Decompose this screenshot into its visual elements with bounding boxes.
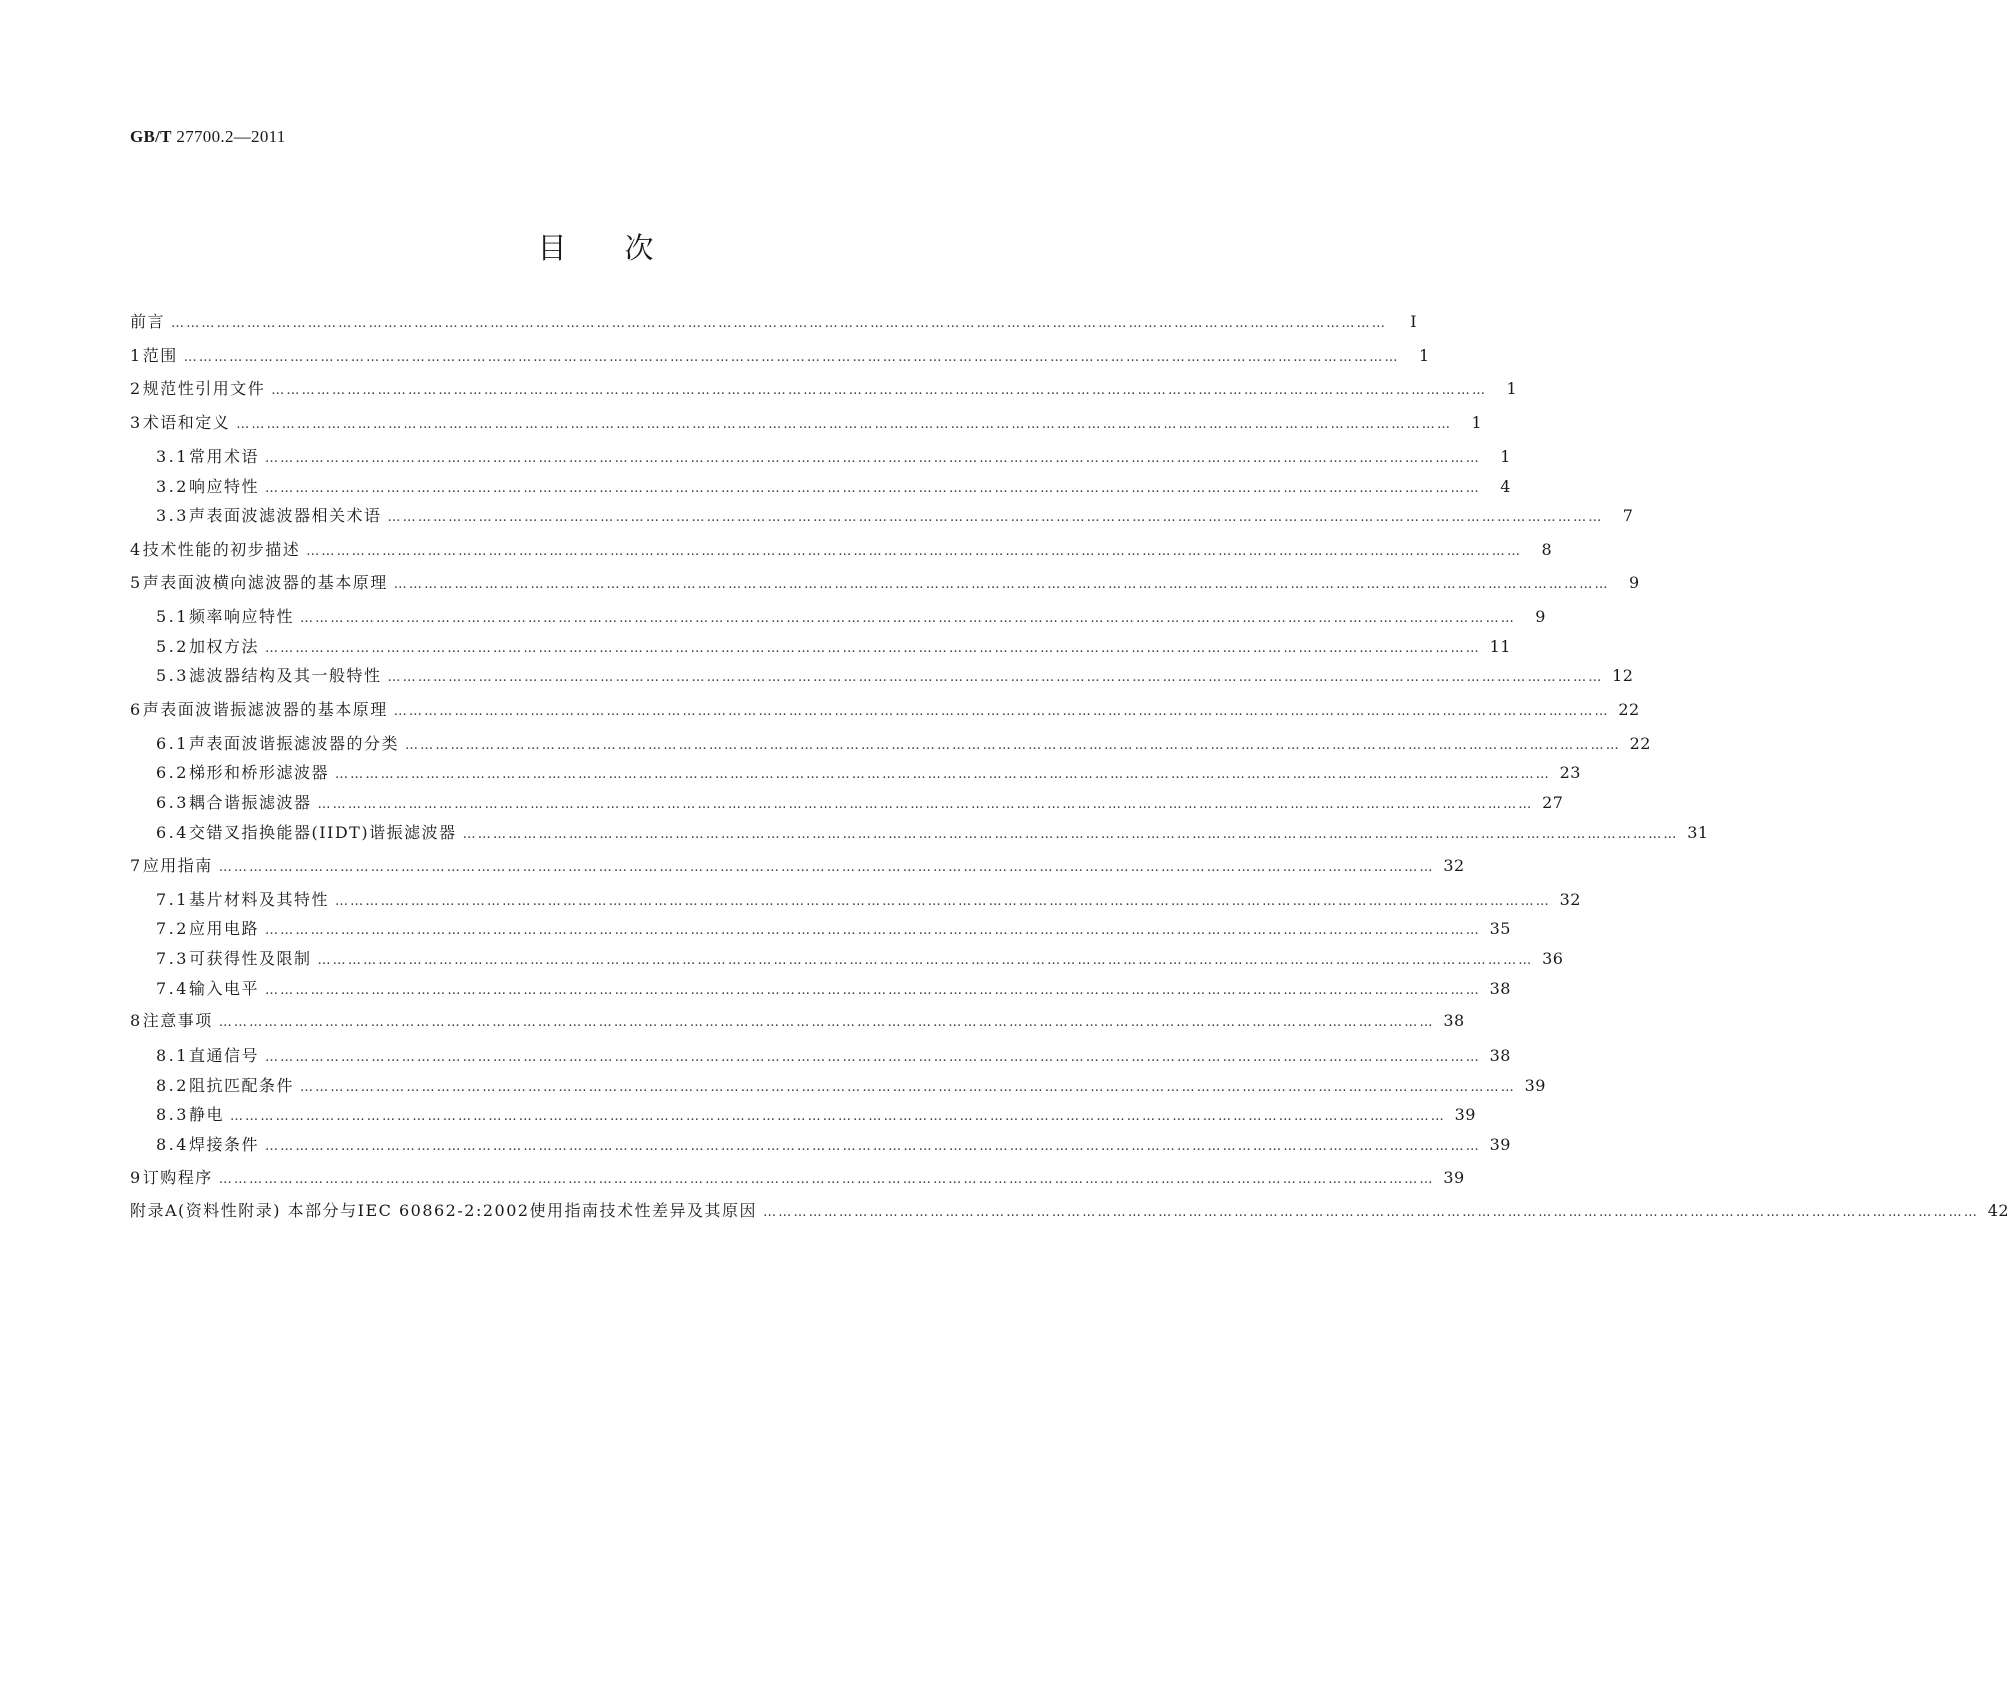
toc-entry-title: 耦合谐振滤波器 xyxy=(188,793,312,812)
toc-entry-number: 3.1 xyxy=(156,447,189,466)
toc-entry-number: 8.2 xyxy=(156,1076,189,1095)
toc-entry-number: 5.3 xyxy=(156,666,189,685)
toc-entry[interactable] xyxy=(130,343,1430,367)
toc-entry-number: 3.2 xyxy=(156,477,189,496)
toc-dot-leader: …………………………………………………………………………………………………………………………………………………………………………………………………………………… xyxy=(404,738,1621,753)
toc-entry-number: 8 xyxy=(130,1011,143,1030)
toc-entry[interactable] xyxy=(130,853,1465,877)
toc-dot-leader: …………………………………………………………………………………………………………………………………………………………………………………………………………………… xyxy=(317,797,1534,812)
toc-entry-title: 技术性能的初步描述 xyxy=(142,540,301,559)
toc-entry-title: 阻抗匹配条件 xyxy=(188,1076,294,1095)
toc-entry-page: 27 xyxy=(1542,793,1564,812)
toc-entry-page: 36 xyxy=(1542,949,1564,968)
toc-entry-title: 交错叉指换能器(IIDT)谐振滤波器 xyxy=(188,823,457,842)
toc-dot-leader: …………………………………………………………………………………………………………………………………………………………………………………………………………………… xyxy=(271,383,1488,398)
toc-entry-page: 9 xyxy=(1629,573,1640,592)
toc-entry-page: 22 xyxy=(1618,700,1640,719)
toc-dot-leader: …………………………………………………………………………………………………………………………………………………………………………………………………………………… xyxy=(387,510,1604,525)
toc-entry[interactable] xyxy=(130,820,1709,844)
toc-entry[interactable] xyxy=(130,376,1518,400)
toc-entry-title: 应用电路 xyxy=(188,919,259,938)
toc-entry-title: 声表面波横向滤波器的基本原理 xyxy=(142,573,388,592)
toc-dot-leader: …………………………………………………………………………………………………………………………………………………………………………………………………………………… xyxy=(264,481,1481,496)
toc-entry-number: 8.3 xyxy=(156,1105,189,1124)
toc-entry-title: 直通信号 xyxy=(188,1046,259,1065)
toc-dot-leader: …………………………………………………………………………………………………………………………………………………………………………………………………………………… xyxy=(264,983,1481,998)
toc-entry-number: 7 xyxy=(130,856,143,875)
toc-dot-leader: …………………………………………………………………………………………………………………………………………………………………………………………………………………… xyxy=(299,611,1516,626)
toc-entry[interactable] xyxy=(130,946,1564,970)
toc-entry[interactable] xyxy=(130,537,1553,561)
toc-entry-number: 5 xyxy=(130,573,143,592)
toc-entry-number: 7.4 xyxy=(156,979,189,998)
toc-entry-title: 静电 xyxy=(188,1105,224,1124)
toc-entry[interactable] xyxy=(130,1132,1511,1156)
toc-entry-page: 39 xyxy=(1489,1135,1511,1154)
toc-entry-page: 38 xyxy=(1443,1011,1465,1030)
toc-entry-number: 3 xyxy=(130,413,143,432)
toc-entry-number: 1 xyxy=(130,346,143,365)
toc-entry-page: 11 xyxy=(1489,637,1511,656)
toc-entry-number: 3.3 xyxy=(156,506,189,525)
toc-dot-leader: …………………………………………………………………………………………………………………………………………………………………………………………………………………… xyxy=(393,577,1610,592)
toc-entry[interactable] xyxy=(130,663,1634,687)
toc-dot-leader: …………………………………………………………………………………………………………………………………………………………………………………………………………………… xyxy=(218,1172,1435,1187)
toc-entry-number: 7.3 xyxy=(156,949,189,968)
toc-entry-title: 基片材料及其特性 xyxy=(188,890,329,909)
toc-entry-number: 7.1 xyxy=(156,890,189,909)
toc-dot-leader: …………………………………………………………………………………………………………………………………………………………………………………………………………………… xyxy=(183,350,1400,365)
toc-entry-page: 35 xyxy=(1489,919,1511,938)
toc-entry-title: 范围 xyxy=(142,346,178,365)
toc-entry-page: 39 xyxy=(1454,1105,1476,1124)
toc-entry-number: 6.4 xyxy=(156,823,189,842)
page-title: 目次 xyxy=(537,231,712,265)
toc-entry-title: 输入电平 xyxy=(188,979,259,998)
toc-entry-page: 7 xyxy=(1622,506,1634,525)
toc-dot-leader: …………………………………………………………………………………………………………………………………………………………………………………………………………………… xyxy=(171,316,1388,331)
toc-entry-title: 响应特性 xyxy=(188,477,259,496)
toc-entry-page: 23 xyxy=(1559,763,1581,782)
toc-dot-leader: …………………………………………………………………………………………………………………………………………………………………………………………………………………… xyxy=(334,894,1551,909)
toc-entry-page: 38 xyxy=(1489,1046,1511,1065)
toc-entry-page: 9 xyxy=(1535,607,1546,626)
toc-dot-leader: …………………………………………………………………………………………………………………………………………………………………………………………………………………… xyxy=(236,417,1453,432)
toc-dot-leader: …………………………………………………………………………………………………………………………………………………………………………………………………………………… xyxy=(763,1205,1980,1220)
toc-entry-page: 38 xyxy=(1489,979,1511,998)
toc-entry-number: 6.1 xyxy=(156,734,189,753)
toc-entry[interactable] xyxy=(130,731,1651,755)
toc-dot-leader: …………………………………………………………………………………………………………………………………………………………………………………………………………………… xyxy=(229,1109,1446,1124)
toc-entry-title: 焊接条件 xyxy=(188,1135,259,1154)
toc-entry-title: 注意事项 xyxy=(142,1011,213,1030)
toc-entry-page: 32 xyxy=(1559,890,1581,909)
toc-entry-title: 声表面波滤波器相关术语 xyxy=(188,506,382,525)
toc-dot-leader: …………………………………………………………………………………………………………………………………………………………………………………………………………………… xyxy=(306,544,1523,559)
toc-entry-page: 4 xyxy=(1500,477,1511,496)
toc-entry[interactable] xyxy=(130,1198,2009,1222)
toc-entry-number: 5.1 xyxy=(156,607,189,626)
toc-entry-page: 32 xyxy=(1443,856,1465,875)
toc-dot-leader: …………………………………………………………………………………………………………………………………………………………………………………………………………………… xyxy=(462,827,1679,842)
toc-entry-page: 31 xyxy=(1687,823,1709,842)
toc-entry-title: 频率响应特性 xyxy=(188,607,294,626)
toc-entry[interactable] xyxy=(130,309,1418,333)
toc-entry[interactable] xyxy=(130,474,1511,498)
toc-entry[interactable] xyxy=(130,1102,1476,1126)
toc-entry[interactable] xyxy=(130,634,1511,658)
toc-entry[interactable] xyxy=(130,503,1634,527)
toc-entry-number: 8.4 xyxy=(156,1135,189,1154)
toc-entry-title: 声表面波谐振滤波器的基本原理 xyxy=(142,700,388,719)
toc-entry-number: 9 xyxy=(130,1168,143,1187)
toc-dot-leader: …………………………………………………………………………………………………………………………………………………………………………………………………………………… xyxy=(393,704,1610,719)
toc-entry-page: 1 xyxy=(1471,413,1483,432)
toc-dot-leader: …………………………………………………………………………………………………………………………………………………………………………………………………………………… xyxy=(218,860,1435,875)
toc-dot-leader: …………………………………………………………………………………………………………………………………………………………………………………………………………………… xyxy=(334,767,1551,782)
toc-entry-page: 42 xyxy=(1987,1201,2009,1220)
toc-entry-number: 4 xyxy=(130,540,143,559)
toc-entry[interactable] xyxy=(130,976,1511,1000)
toc-entry-page: 22 xyxy=(1629,734,1651,753)
toc-entry-number: 2 xyxy=(130,379,143,398)
toc-entry-title: 梯形和桥形滤波器 xyxy=(188,763,329,782)
toc-entry[interactable] xyxy=(130,1008,1465,1032)
toc-entry-number: 5.2 xyxy=(156,637,189,656)
toc-entry-page: 39 xyxy=(1443,1168,1465,1187)
toc-entry-title: 声表面波谐振滤波器的分类 xyxy=(188,734,399,753)
toc-entry[interactable] xyxy=(130,916,1511,940)
toc-entry-title: 术语和定义 xyxy=(142,413,231,432)
toc-entry-number: 7.2 xyxy=(156,919,189,938)
toc-entry-title: 滤波器结构及其一般特性 xyxy=(188,666,382,685)
toc-entry-page: I xyxy=(1410,312,1418,331)
toc-entry-title: 常用术语 xyxy=(188,447,259,466)
toc-dot-leader: …………………………………………………………………………………………………………………………………………………………………………………………………………………… xyxy=(387,670,1604,685)
toc-entry-title: 前言 xyxy=(130,312,166,331)
toc-entry-number: 6.2 xyxy=(156,763,189,782)
toc-entry-page: 8 xyxy=(1541,540,1553,559)
toc-entry[interactable] xyxy=(130,1165,1465,1189)
toc-dot-leader: …………………………………………………………………………………………………………………………………………………………………………………………………………………… xyxy=(264,451,1481,466)
toc-entry-title: 可获得性及限制 xyxy=(188,949,312,968)
toc-entry-page: 1 xyxy=(1506,379,1518,398)
toc-entry[interactable] xyxy=(130,604,1546,628)
toc-entry-page: 39 xyxy=(1524,1076,1546,1095)
toc-entry-number: 8.1 xyxy=(156,1046,189,1065)
toc-entry-title: 规范性引用文件 xyxy=(142,379,266,398)
toc-entry-page: 1 xyxy=(1500,447,1511,466)
toc-dot-leader: …………………………………………………………………………………………………………………………………………………………………………………………………………………… xyxy=(218,1015,1435,1030)
toc-entry[interactable] xyxy=(130,887,1581,911)
toc-entry[interactable] xyxy=(130,790,1564,814)
toc-entry-title: 加权方法 xyxy=(188,637,259,656)
toc-entry[interactable] xyxy=(130,444,1511,468)
toc-entry-number: 6.3 xyxy=(156,793,189,812)
toc-entry-page: 1 xyxy=(1419,346,1430,365)
toc-dot-leader: …………………………………………………………………………………………………………………………………………………………………………………………………………………… xyxy=(264,1050,1481,1065)
toc-entry-title: 附录A(资料性附录) 本部分与IEC 60862-2:2002使用指南技术性差异及其原因 xyxy=(130,1201,758,1220)
toc-dot-leader: …………………………………………………………………………………………………………………………………………………………………………………………………………………… xyxy=(264,1139,1481,1154)
toc-entry-number: 6 xyxy=(130,700,143,719)
toc-entry-title: 订购程序 xyxy=(142,1168,213,1187)
toc-dot-leader: …………………………………………………………………………………………………………………………………………………………………………………………………………………… xyxy=(264,641,1481,656)
toc-dot-leader: …………………………………………………………………………………………………………………………………………………………………………………………………………………… xyxy=(264,923,1481,938)
toc-entry-title: 应用指南 xyxy=(142,856,213,875)
toc-entry-page: 12 xyxy=(1612,666,1634,685)
toc-entry[interactable] xyxy=(130,1073,1546,1097)
toc-dot-leader: …………………………………………………………………………………………………………………………………………………………………………………………………………………… xyxy=(317,953,1534,968)
toc-entry[interactable] xyxy=(130,410,1483,434)
toc-entry[interactable] xyxy=(130,570,1640,594)
toc-entry[interactable] xyxy=(130,697,1640,721)
standard-prefix: GB/T xyxy=(130,127,172,146)
standard-number-header xyxy=(130,127,286,147)
standard-number: 27700.2—2011 xyxy=(176,127,286,146)
toc-entry[interactable] xyxy=(130,1043,1511,1067)
toc-dot-leader: …………………………………………………………………………………………………………………………………………………………………………………………………………………… xyxy=(299,1080,1516,1095)
toc-entry[interactable] xyxy=(130,760,1581,784)
